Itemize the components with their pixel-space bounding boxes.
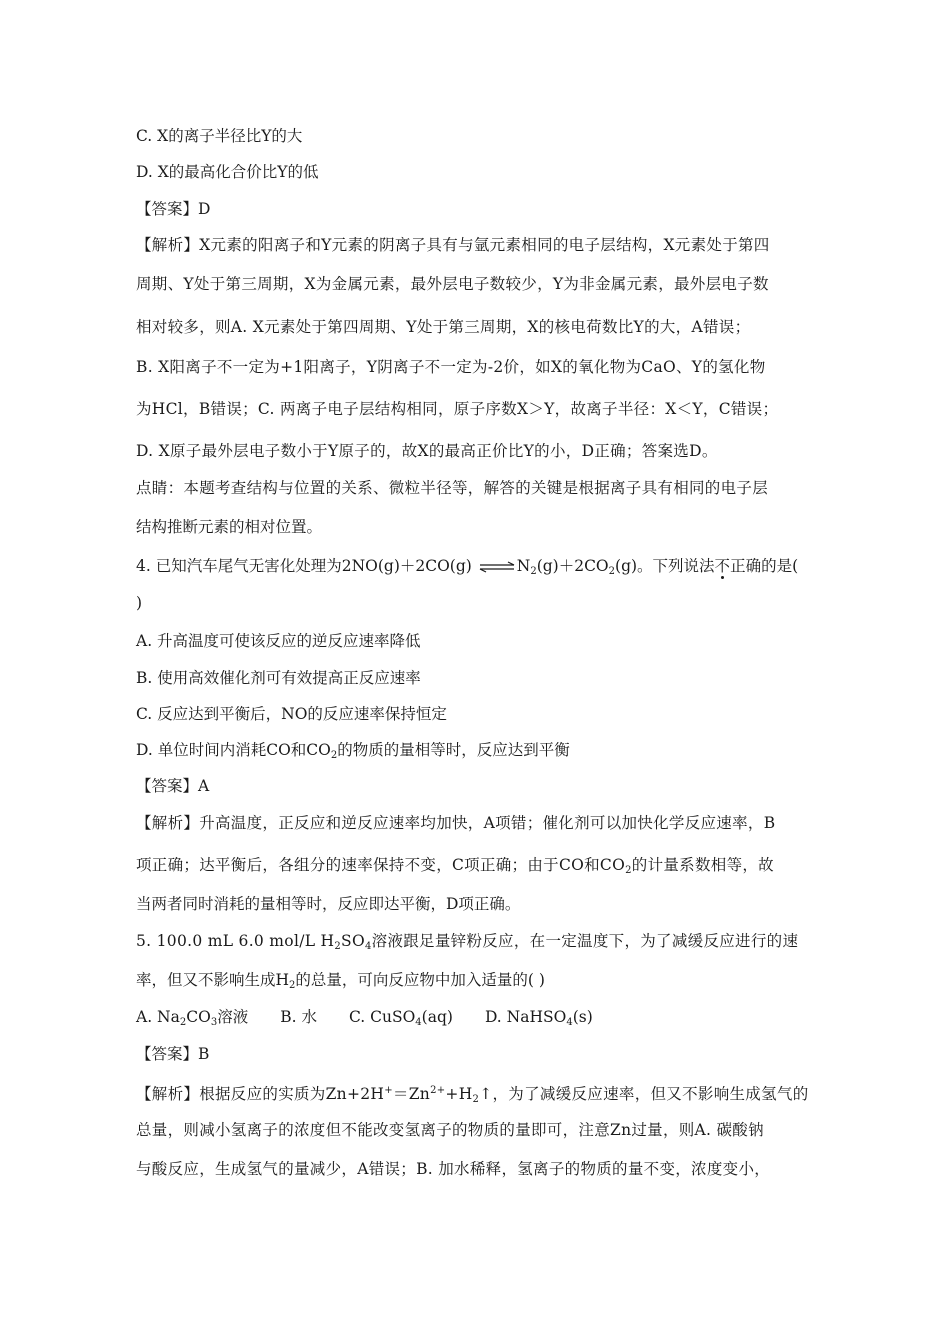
q5-analysis-line <box>136 1080 809 1111</box>
q4-option-d <box>136 739 570 767</box>
q5-stem <box>136 969 545 997</box>
text: D. 单位时间内消耗CO和CO <box>136 741 331 759</box>
q5-option-d <box>485 1008 593 1026</box>
q3-analysis-line: D. X原子最外层电子数小于Y原子的，故X的最高正价比Y的小，D正确；答案选D。 <box>136 442 718 460</box>
subscript: 2 <box>472 1094 480 1105</box>
subscript: 2 <box>334 941 342 952</box>
q3-comment-line: 点睛：本题考查结构与位置的关系、微粒半径等，解答的关键是根据离子具有相同的电子层 <box>136 479 769 497</box>
q5-options <box>136 1006 593 1034</box>
q4-option-c: C. 反应达到平衡后，NO的反应速率保持恒定 <box>136 705 447 723</box>
q4-stem-mid: (g)＋2CO <box>536 557 609 575</box>
q5-analysis-line: 总量，则减小氢离子的浓度但不能改变氢离子的物质的量即可，注意Zn过量，则A. 碳酸钠 <box>136 1121 764 1139</box>
q4-answer: 【答案】A <box>136 777 210 795</box>
q5-analysis-line: 与酸反应，生成氢气的量减少，A错误；B. 加水稀释，氢离子的物质的量不变，浓度变小， <box>136 1160 771 1178</box>
text: 5. 100.0 mL 6.0 mol/L H <box>136 932 335 950</box>
q3-analysis-line: 【解析】X元素的阳离子和Y元素的阴离子具有与氩元素相同的电子层结构，X元素处于第四 <box>136 236 770 254</box>
subscript: 2 <box>289 980 296 991</box>
q4-analysis-line: 当两者同时消耗的量相等时，反应即达平衡，D项正确。 <box>136 895 521 913</box>
subscript: 2 <box>608 566 616 577</box>
text: 率，但又不影响生成H <box>136 971 290 989</box>
q3-analysis-line: 为HCl，B错误；C. 两离子电子层结构相同，原子序数X＞Y，故离子半径：X＜Y，C错误； <box>136 400 779 418</box>
subscript: 4 <box>415 1017 422 1028</box>
q3-answer: 【答案】D <box>136 200 211 218</box>
text: 的总量，可向反应物中加入适量的( ) <box>295 971 545 989</box>
q4-option-b: B. 使用高效催化剂可有效提高正反应速率 <box>136 669 421 687</box>
subscript: 4 <box>566 1017 573 1028</box>
q3-option-d: D. X的最高化合价比Y的低 <box>136 163 319 181</box>
text: ↑，为了减缓反应速率，但又不影响生成氢气的 <box>479 1085 809 1103</box>
superscript: 2+ <box>430 1085 446 1096</box>
q3-comment-line: 结构推断元素的相对位置。 <box>136 518 323 536</box>
q4-option-a: A. 升高温度可使该反应的逆反应速率降低 <box>136 632 421 650</box>
q5-answer: 【答案】B <box>136 1045 210 1063</box>
q4-stem-n2: N <box>516 557 531 575</box>
text: 项正确；达平衡后，各组分的速率保持不变，C项正确；由于CO和CO <box>136 856 626 874</box>
text: SO <box>341 932 365 950</box>
text: ＝Zn <box>392 1085 431 1103</box>
subscript: 2 <box>530 566 537 577</box>
q3-analysis-line: 相对较多，则A. X元素处于第四周期、Y处于第三周期，X的核电荷数比Y的大，A错误； <box>136 318 751 336</box>
q4-analysis-line <box>136 854 774 882</box>
text: C. CuSO <box>348 1008 416 1026</box>
q5-option-b: B. 水 <box>280 1008 317 1026</box>
q4-analysis-line: 【解析】升高温度，正反应和逆反应速率均加快，A项错；催化剂可以加快化学反应速率，B <box>136 814 776 832</box>
equilibrium-arrow-icon <box>478 561 516 573</box>
q4-stem-suffix: 正确的是( <box>730 557 799 575</box>
text: A. Na <box>136 1008 180 1026</box>
text: 【解析】根据反应的实质为Zn+2H <box>136 1085 385 1103</box>
text: (aq) <box>421 1008 453 1026</box>
text: D. NaHSO <box>484 1008 567 1026</box>
q5-option-a <box>136 1008 248 1026</box>
q4-stem-prefix: 4. 已知汽车尾气无害化处理为2NO(g)＋2CO(g) <box>136 557 472 575</box>
subscript: 3 <box>210 1017 218 1028</box>
subscript: 2 <box>179 1017 187 1028</box>
subscript: 2 <box>330 750 338 761</box>
superscript: + <box>384 1085 393 1096</box>
q3-analysis-line: 周期、Y处于第三周期，X为金属元素，最外层电子数较少，Y为非金属元素，最外层电子数 <box>136 275 769 293</box>
text: 溶液 <box>217 1008 249 1026</box>
emphasis-not: 不 <box>714 557 731 575</box>
q4-stem <box>136 555 798 583</box>
q4-stem-suffix: (g)。下列说法 <box>615 557 715 575</box>
subscript: 2 <box>625 865 632 876</box>
q3-analysis-line: B. X阳离子不一定为+1阳离子，Y阴离子不一定为-2价，如X的氧化物为CaO、Y的氢化物 <box>136 358 766 376</box>
subscript: 4 <box>364 941 372 952</box>
text: 的物质的量相等时，反应达到平衡 <box>337 741 570 759</box>
text: 溶液跟足量锌粉反应，在一定温度下，为了减缓反应进行的速 <box>371 932 799 950</box>
q3-option-c: C. X的离子半径比Y的大 <box>136 127 303 145</box>
text: 的计量系数相等，故 <box>631 856 774 874</box>
q4-stem-close: ) <box>136 594 143 612</box>
text: +H <box>445 1085 473 1103</box>
q5-stem <box>136 930 798 958</box>
text: CO <box>186 1008 211 1026</box>
text: (s) <box>572 1008 593 1026</box>
q5-option-c <box>349 1008 453 1026</box>
